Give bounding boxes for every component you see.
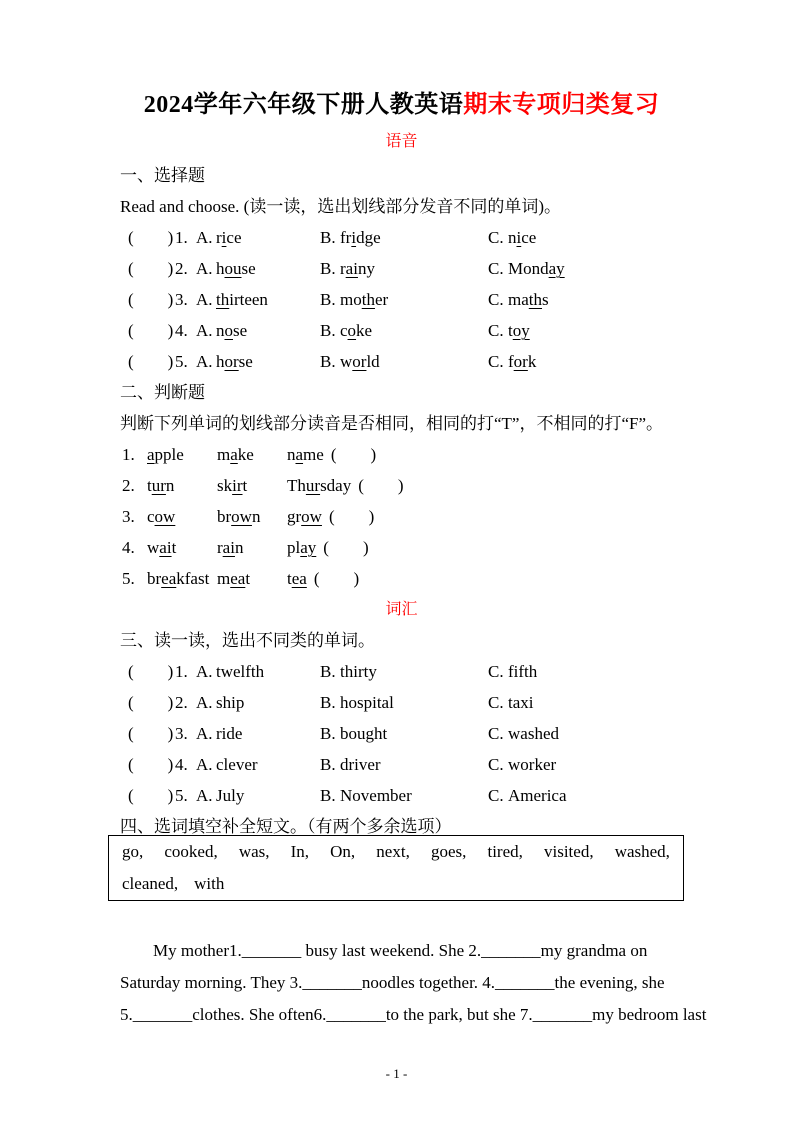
underlined-letters: ur: [151, 476, 166, 495]
bank-word: next,: [376, 842, 410, 861]
part3-title: 三、读一读，选出不同类的单词。: [120, 631, 375, 650]
section-heading-phonetics: 语音: [385, 133, 418, 150]
bank-word: In,: [290, 842, 310, 861]
option-a: A. horse: [196, 352, 253, 371]
answer-paren: ( ): [328, 507, 375, 526]
underlined-letters: ir: [232, 476, 243, 495]
bank-word: cooked,: [164, 842, 218, 861]
word: breakfast: [147, 569, 210, 588]
answer-paren: ( ): [128, 755, 174, 774]
word: play: [287, 538, 317, 557]
option-c: C. nice: [488, 228, 537, 247]
option-c: C. worker: [488, 755, 557, 774]
underlined-letters: i: [516, 228, 522, 247]
option-a: A. clever: [196, 755, 258, 774]
bank-word: tired,: [487, 842, 523, 861]
underlined-letters: or: [352, 352, 367, 371]
option-b: B. driver: [320, 755, 381, 774]
page-number: - 1 -: [385, 1066, 408, 1081]
word: brown: [217, 507, 261, 526]
question-row: [120, 253, 683, 284]
word: apple: [147, 445, 184, 464]
question-number: 1.: [175, 228, 188, 247]
bank-word: washed,: [614, 842, 670, 861]
underlined-letters: or: [224, 352, 239, 371]
question-row: [120, 284, 683, 315]
option-c: C. taxi: [488, 693, 534, 712]
answer-paren: ( ): [128, 662, 174, 681]
word: meat: [217, 569, 251, 588]
item-number: 2.: [122, 476, 135, 495]
document-title: [120, 86, 683, 124]
word: turn: [147, 476, 175, 495]
judge-row: [120, 563, 683, 594]
underlined-letters: a: [295, 445, 304, 464]
underlined-letters: i: [351, 228, 357, 247]
answer-paren: ( ): [128, 724, 174, 743]
item-number: 4.: [122, 538, 135, 557]
option-c: C. maths: [488, 290, 549, 309]
option-b: B. coke: [320, 321, 373, 340]
question-row: [120, 346, 683, 377]
question-number: 5.: [175, 352, 188, 371]
question-row: [120, 780, 683, 811]
passage-line: My mother1._______ busy last weekend. She 2._______my grandma on: [153, 941, 648, 960]
answer-paren: ( ): [128, 228, 174, 247]
option-a: A. ride: [196, 724, 243, 743]
bank-word: go,: [122, 842, 144, 861]
word: name: [287, 445, 324, 464]
underlined-letters: ow: [154, 507, 176, 526]
underlined-letters: oy: [512, 321, 530, 340]
underlined-letters: ea: [230, 569, 246, 588]
question-number: 2.: [175, 259, 188, 278]
question-number: 3.: [175, 290, 188, 309]
question-number: 3.: [175, 724, 188, 743]
underlined-letters: ow: [301, 507, 322, 526]
judge-row: [120, 439, 683, 470]
question-number: 4.: [175, 321, 188, 340]
word-bank-line-2: [122, 868, 670, 900]
part1-title: 一、选择题: [120, 166, 205, 185]
option-c: C. America: [488, 786, 567, 805]
option-b: B. November: [320, 786, 412, 805]
item-number: 1.: [122, 445, 135, 464]
option-a: A. house: [196, 259, 256, 278]
underlined-letters: o: [347, 321, 357, 340]
bank-word: with: [194, 874, 225, 893]
judge-row: [120, 532, 683, 563]
option-a: A. nose: [196, 321, 248, 340]
underlined-letters: ay: [300, 538, 317, 557]
bank-word: was,: [238, 842, 270, 861]
answer-paren: ( ): [358, 476, 404, 495]
underlined-letters: ai: [345, 259, 358, 278]
underlined-letters: i: [221, 228, 227, 247]
bank-word: visited,: [543, 842, 594, 861]
option-c: C. fifth: [488, 662, 538, 681]
underlined-letters: o: [224, 321, 233, 340]
bank-word: On,: [330, 842, 356, 861]
option-a: A. thirteen: [196, 290, 268, 309]
option-c: C. washed: [488, 724, 559, 743]
underlined-letters: ea: [291, 569, 307, 588]
word: rain: [217, 538, 244, 557]
option-a: A. rice: [196, 228, 242, 247]
underlined-letters: a: [147, 445, 155, 464]
word: grow: [287, 507, 322, 526]
question-row: [120, 749, 683, 780]
option-b: B. mother: [320, 290, 389, 309]
answer-paren: ( ): [323, 538, 369, 557]
part2-title: 二、判断题: [120, 383, 205, 402]
question-number: 1.: [175, 662, 188, 681]
underlined-letters: th: [361, 290, 375, 309]
word-bank-line-1: [122, 836, 670, 868]
bank-word: cleaned,: [122, 874, 179, 893]
question-number: 5.: [175, 786, 188, 805]
section-heading-vocabulary: 词汇: [385, 601, 418, 618]
underlined-letters: ea: [161, 569, 177, 588]
part2-instruction: 判断下列单词的划线部分读音是否相同，相同的打“T”，不相同的打“F”。: [120, 414, 664, 433]
option-a: A. July: [196, 786, 245, 805]
cloze-passage: [120, 935, 707, 1031]
question-number: 2.: [175, 693, 188, 712]
word: Thursday: [287, 476, 352, 495]
question-row: [120, 315, 683, 346]
judge-row: [120, 501, 683, 532]
answer-paren: ( ): [313, 569, 360, 588]
judge-row: [120, 470, 683, 501]
answer-paren: ( ): [330, 445, 377, 464]
item-number: 5.: [122, 569, 135, 588]
question-row: [120, 222, 683, 253]
question-row: [120, 718, 683, 749]
underlined-letters: ow: [231, 507, 252, 526]
option-c: C. fork: [488, 352, 537, 371]
title-red-part: 期末专项归类复习: [463, 92, 660, 118]
word: tea: [287, 569, 307, 588]
option-b: B. bought: [320, 724, 388, 743]
word: cow: [147, 507, 176, 526]
answer-paren: ( ): [128, 259, 174, 278]
option-b: B. thirty: [320, 662, 377, 681]
option-c: C. toy: [488, 321, 530, 340]
passage-line: 5._______clothes. She often6._______to the park, but she 7._______my bedroom last: [120, 1005, 707, 1024]
question-number: 4.: [175, 755, 188, 774]
passage-line: Saturday morning. They 3._______noodles together. 4._______the evening, she: [120, 973, 665, 992]
underlined-letters: th: [528, 290, 543, 309]
question-row: [120, 687, 683, 718]
answer-paren: ( ): [128, 786, 174, 805]
underlined-letters: th: [216, 290, 230, 309]
answer-paren: ( ): [128, 290, 174, 309]
answer-paren: ( ): [128, 352, 174, 371]
underlined-letters: ou: [224, 259, 242, 278]
underlined-letters: a: [230, 445, 238, 464]
option-a: A. ship: [196, 693, 245, 712]
question-row: [120, 656, 683, 687]
word: wait: [147, 538, 177, 557]
option-b: B. fridge: [320, 228, 381, 247]
word: skirt: [217, 476, 248, 495]
underlined-letters: ai: [159, 538, 172, 557]
option-a: A. twelfth: [196, 662, 265, 681]
part1-instruction: Read and choose. (读一读，选出划线部分发音不同的单词)。: [120, 197, 562, 216]
bank-word: goes,: [430, 842, 467, 861]
item-number: 3.: [122, 507, 135, 526]
option-b: B. rainy: [320, 259, 375, 278]
word-bank-box: [108, 835, 684, 901]
underlined-letters: or: [513, 352, 528, 371]
title-black-part: 2024学年六年级下册人教英语: [143, 92, 464, 118]
underlined-letters: ai: [222, 538, 235, 557]
answer-paren: ( ): [128, 321, 174, 340]
part4-title: 四、选词填空补全短文。（有两个多余选项）: [120, 817, 452, 836]
option-c: C. Monday: [488, 259, 565, 278]
answer-paren: ( ): [128, 693, 174, 712]
option-b: B. world: [320, 352, 380, 371]
word: make: [217, 445, 254, 464]
underlined-letters: ur: [305, 476, 321, 495]
option-b: B. hospital: [320, 693, 394, 712]
underlined-letters: ay: [548, 259, 565, 278]
